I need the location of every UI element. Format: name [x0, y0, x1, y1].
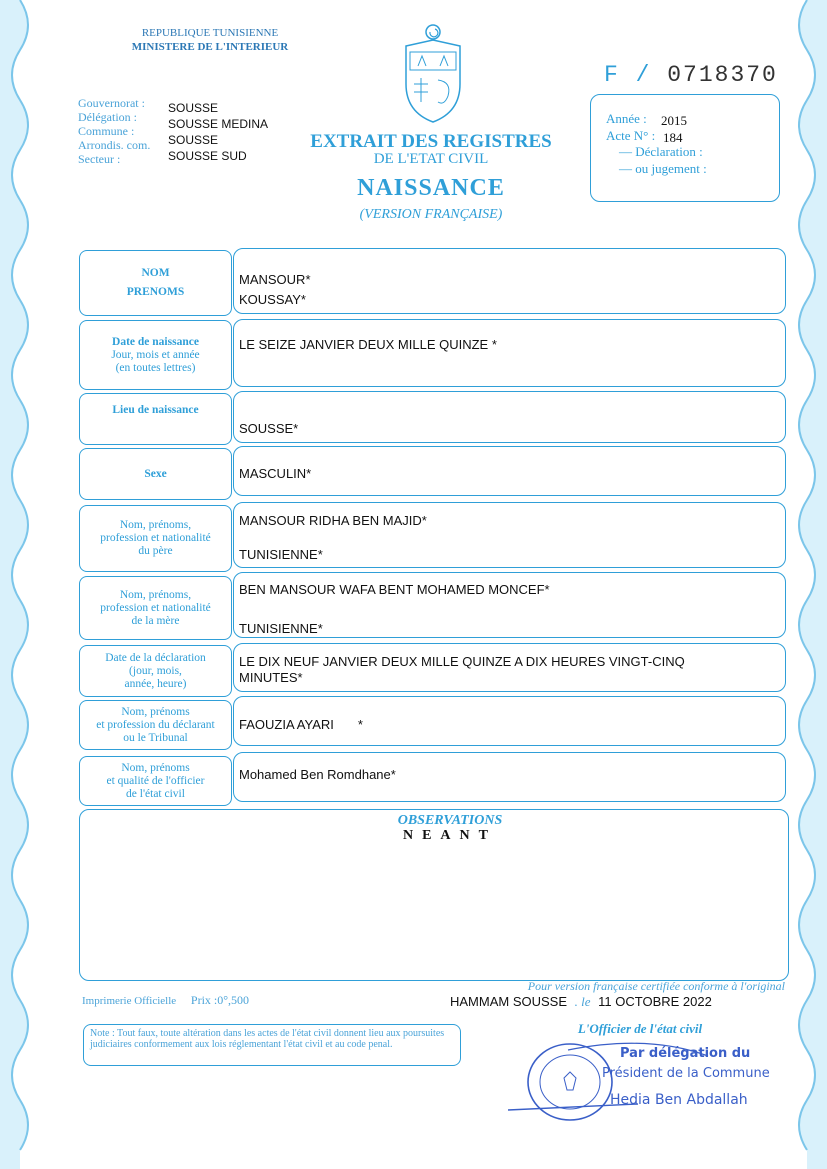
mother-label-box [79, 576, 232, 640]
sex-value-box [233, 446, 786, 496]
declaration-date-label-box [79, 645, 232, 697]
mother-nationality-value: TUNISIENNE* [239, 621, 323, 636]
annee-label: Année : [606, 111, 647, 126]
ministry-label: MINISTERE DE L'INTERIEUR [131, 41, 289, 53]
observations-title: OBSERVATIONS [397, 813, 503, 828]
coat-of-arms-emblem [398, 22, 468, 127]
place-date-line [450, 994, 712, 1010]
declaration-date-value-2: MINUTES* [239, 670, 303, 685]
declaration-date-label-3: année, heure) [124, 677, 187, 690]
declarant-label-2: et profession du déclarant [96, 718, 215, 731]
annee-value: 2015 [661, 113, 687, 128]
mother-label-1: Nom, prénoms, [119, 588, 192, 601]
mother-label-3: de la mère [131, 614, 180, 627]
declarant-label-3: ou le Tribunal [123, 731, 188, 744]
birth-date-label: Date de naissance [112, 335, 199, 348]
birth-place-label-box [79, 393, 232, 445]
delegation-label: Délégation : [78, 110, 137, 124]
mother-value-box [233, 572, 786, 638]
imprimerie-label: Imprimerie Officielle [82, 995, 177, 1007]
declarant-label-box [79, 700, 232, 750]
sex-value: MASCULIN* [239, 466, 312, 481]
declaration-date-value-box [233, 643, 786, 692]
document-subtitle: DE L'ETAT CIVIL [373, 151, 489, 167]
birth-place-value: SOUSSE* [239, 421, 299, 436]
commune-label: Commune : [78, 124, 135, 138]
gouvernorat-label: Gouvernorat : [78, 96, 145, 110]
observations-value: NEANT [402, 828, 497, 843]
declaration-date-value-1: LE DIX NEUF JANVIER DEUX MILLE QUINZE A DIX HEURES VINGT-CINQ [239, 654, 685, 669]
nom-prenoms-label-box [79, 250, 232, 316]
sex-label-box [79, 448, 232, 500]
left-decorative-border [0, 0, 38, 1169]
admin-values [168, 100, 268, 164]
sex-label: Sexe [144, 467, 167, 480]
officer-label-box [79, 756, 232, 806]
right-decorative-border [789, 0, 827, 1169]
officer-value-box [233, 752, 786, 802]
officer-label-2: et qualité de l'officier [106, 774, 205, 787]
price-label: Prix :0°,500 [190, 993, 250, 1007]
birth-place-label: Lieu de naissance [112, 403, 199, 416]
serial-value: 0718370 [667, 62, 778, 88]
document-version: (VERSION FRANÇAISE) [359, 207, 503, 222]
officer-label-1: Nom, prénoms [121, 761, 190, 774]
father-label-box [79, 505, 232, 572]
issue-date-value: 11 OCTOBRE 2022 [598, 994, 712, 1009]
nom-value: MANSOUR* [239, 272, 311, 287]
declarant-star: * [357, 717, 363, 732]
serial-prefix: F / [604, 62, 652, 88]
delegation-value: SOUSSE MEDINA [168, 117, 269, 131]
stamp-line-2: Président de la Commune [602, 1066, 770, 1081]
father-nationality-value: TUNISIENNE* [239, 547, 323, 562]
father-label-3: du père [138, 545, 173, 557]
declaration-label: — Déclaration : [619, 144, 703, 159]
gouvernorat-value: SOUSSE [168, 101, 219, 115]
admin-labels [78, 96, 150, 166]
father-value-box [233, 502, 786, 568]
document-type: NAISSANCE [357, 175, 505, 201]
officer-label-3: de l'état civil [126, 787, 185, 800]
birth-date-sublabel-1: Jour, mois et année [111, 348, 200, 361]
ministry-header [120, 26, 300, 54]
document-title: EXTRAIT DES REGISTRES [310, 131, 552, 152]
birth-date-value-box [233, 319, 786, 387]
birth-date-sublabel-2: (en toutes lettres) [115, 361, 196, 374]
declarant-value-box [233, 696, 786, 746]
birth-place-value-box [233, 391, 786, 443]
republic-label: REPUBLIQUE TUNISIENNE [141, 27, 279, 39]
nom-label: NOM [141, 267, 170, 279]
secteur-label: Secteur : [78, 152, 121, 166]
mother-label-2: profession et nationalité [100, 601, 211, 614]
declaration-date-label-1: Date de la déclaration [105, 651, 206, 664]
acte-info-box [590, 94, 780, 202]
officer-value: Mohamed Ben Romdhane* [239, 767, 396, 782]
declaration-date-label-2: (jour, mois, [129, 664, 182, 677]
birth-date-label-box [79, 320, 232, 390]
legal-note: Note : Tout faux, toute altération dans les actes de l'état civil donnent lieu aux poursuites judiciaires conformement aux lois réglementant l'état civil et au code penal. [83, 1024, 461, 1066]
father-label-2: profession et nationalité [100, 532, 211, 544]
commune-value: SOUSSE [168, 133, 219, 147]
place-value: HAMMAM SOUSSE [450, 994, 568, 1009]
declarant-name: FAOUZIA AYARI [239, 717, 334, 732]
mother-name-value: BEN MANSOUR WAFA BENT MOHAMED MONCEF* [239, 582, 550, 597]
stamp-signature-name: Hedia Ben Abdallah [610, 1092, 748, 1108]
father-label-1: Nom, prénoms, [119, 519, 192, 531]
prenoms-label: PRENOMS [126, 286, 185, 298]
serial-number [604, 62, 778, 88]
declarant-value [239, 717, 363, 733]
birth-date-value: LE SEIZE JANVIER DEUX MILLE QUINZE * [239, 337, 497, 352]
jugement-label: — ou jugement : [619, 161, 707, 176]
certification-note: Pour version française certifiée conforme à l'original [527, 979, 785, 993]
officer-title: L'Officier de l'état civil [577, 1021, 703, 1036]
acte-label: Acte N° : [606, 128, 656, 143]
secteur-value: SOUSSE SUD [168, 149, 247, 163]
nom-prenoms-value-box [233, 248, 786, 314]
prenoms-value: KOUSSAY* [239, 292, 306, 307]
le-label: . le [574, 994, 591, 1009]
declarant-label-1: Nom, prénoms [121, 705, 190, 718]
arrondissement-label: Arrondis. com. [78, 138, 151, 152]
father-name-value: MANSOUR RIDHA BEN MAJID* [239, 513, 427, 528]
acte-value: 184 [663, 130, 683, 145]
printer-info [82, 993, 249, 1008]
stamp-line-1: Par délégation du [620, 1046, 751, 1061]
